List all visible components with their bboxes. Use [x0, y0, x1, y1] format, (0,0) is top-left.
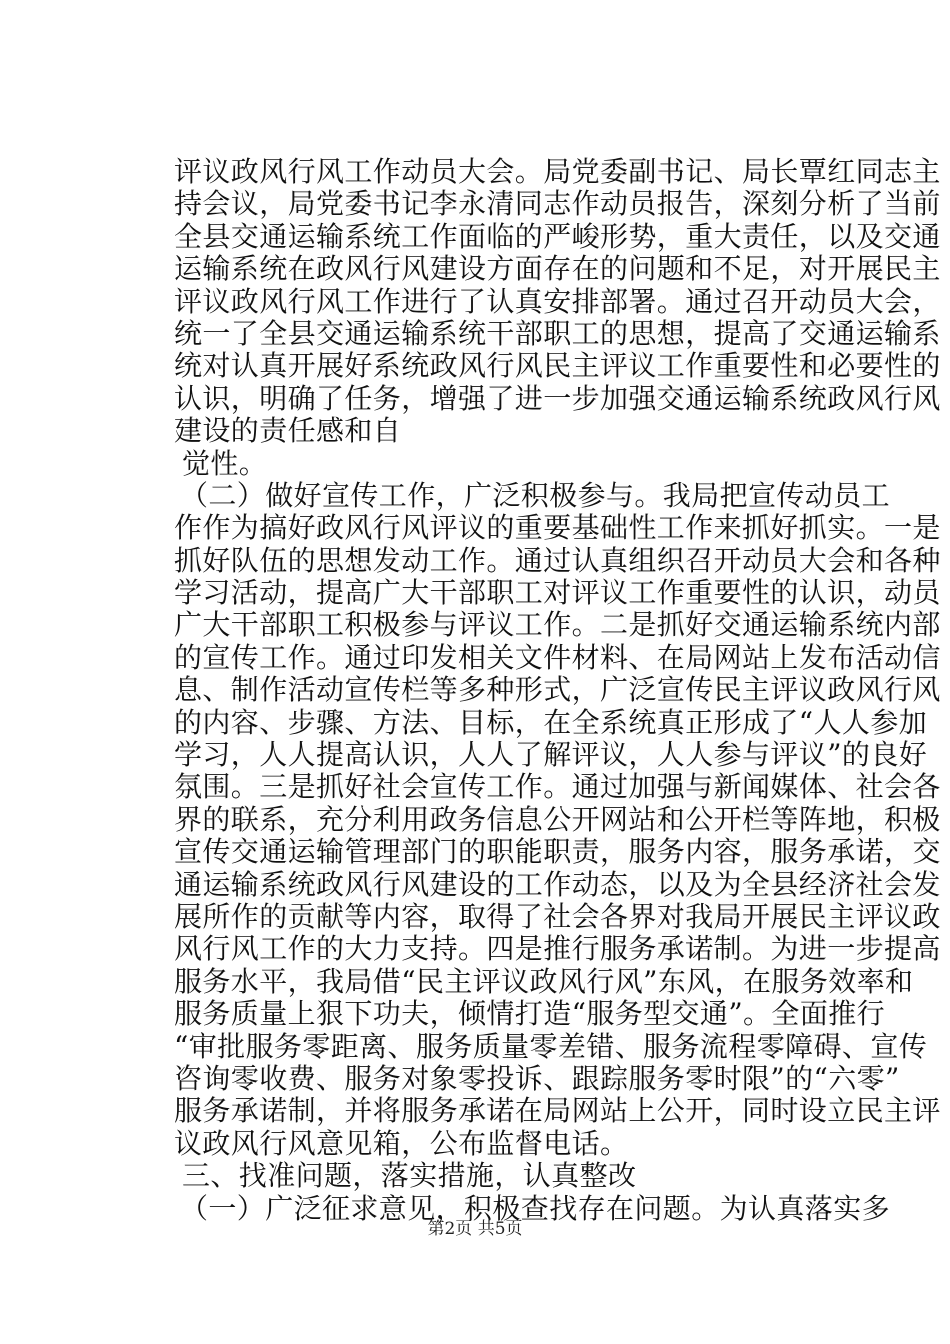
text-line: 的内容、步骤、方法、目标，在全系统真正形成了“人人参加: [174, 705, 928, 739]
page-number-footer: 第2页 共5页: [427, 1219, 523, 1239]
paragraph-heading: （一）广泛征求意见，积极查找存在问题。为认真落实多: [180, 1191, 891, 1225]
text-line: 作作为搞好政风行风评议的重要基础性工作来抓好抓实。一是: [174, 511, 941, 545]
text-line: 广大干部职工积极参与评议工作。二是抓好交通运输系统内部: [174, 608, 941, 642]
text-line: 界的联系，充分利用政务信息公开网站和公开栏等阵地，积极: [174, 802, 941, 836]
paragraph-heading: （二）做好宣传工作，广泛积极参与。我局把宣传动员工: [180, 478, 891, 512]
text-line: 氛围。三是抓好社会宣传工作。通过加强与新闻媒体、社会各: [174, 770, 941, 804]
text-line: 服务质量上狠下功夫，倾情打造“服务型交通”。全面推行: [174, 997, 886, 1031]
text-line: 持会议，局党委书记李永清同志作动员报告，深刻分析了当前: [174, 187, 941, 221]
text-line: 咨询零收费、服务对象零投诉、跟踪服务零时限”的“六零”: [174, 1061, 900, 1095]
text-line: 认识，明确了任务，增强了进一步加强交通运输系统政风行风: [174, 381, 941, 415]
text-line: 展所作的贡献等内容，取得了社会各界对我局开展民主评议政: [174, 899, 941, 933]
text-line: 学习活动，提高广大干部职工对评议工作重要性的认识，动员: [174, 576, 941, 610]
text-line: 觉性。: [182, 446, 268, 480]
text-line: 建设的责任感和自: [174, 414, 402, 448]
body-text: [174, 155, 941, 1225]
text-line: 评议政风行风工作进行了认真安排部署。通过召开动员大会，: [174, 284, 941, 318]
text-line: 服务水平，我局借“民主评议政风行风”东风，在服务效率和: [174, 964, 914, 998]
text-line: 风行风工作的大力支持。四是推行服务承诺制。为进一步提高: [174, 932, 941, 966]
text-line: 运输系统在政风行风建设方面存在的问题和不足，对开展民主: [174, 252, 941, 286]
text-line: 统对认真开展好系统政风行风民主评议工作重要性和必要性的: [174, 349, 941, 383]
text-line: 的宣传工作。通过印发相关文件材料、在局网站上发布活动信: [174, 640, 941, 674]
text-line: 全县交通运输系统工作面临的严峻形势，重大责任，以及交通: [174, 219, 941, 253]
text-line: 评议政风行风工作动员大会。局党委副书记、局长覃红同志主: [174, 155, 941, 188]
section-heading: 三、找准问题，落实措施，认真整改: [182, 1159, 637, 1193]
text-line: 议政风行风意见箱，公布监督电话。: [174, 1126, 629, 1160]
text-line: 抓好队伍的思想发动工作。通过认真组织召开动员大会和各种: [174, 543, 941, 577]
text-line: 统一了全县交通运输系统干部职工的思想，提高了交通运输系: [174, 316, 941, 350]
text-line: 服务承诺制，并将服务承诺在局网站上公开，同时设立民主评: [174, 1094, 941, 1128]
text-line: 学习，人人提高认识，人人了解评议，人人参与评议”的良好: [174, 738, 928, 772]
text-line: 通运输系统政风行风建设的工作动态，以及为全县经济社会发: [174, 867, 941, 901]
text-line: 息、制作活动宣传栏等多种形式，广泛宣传民主评议政风行风: [174, 673, 941, 707]
text-line: “审批服务零距离、服务质量零差错、服务流程零障碍、宣传: [174, 1029, 928, 1063]
text-line: 宣传交通运输管理部门的职能职责，服务内容，服务承诺，交: [174, 835, 941, 869]
